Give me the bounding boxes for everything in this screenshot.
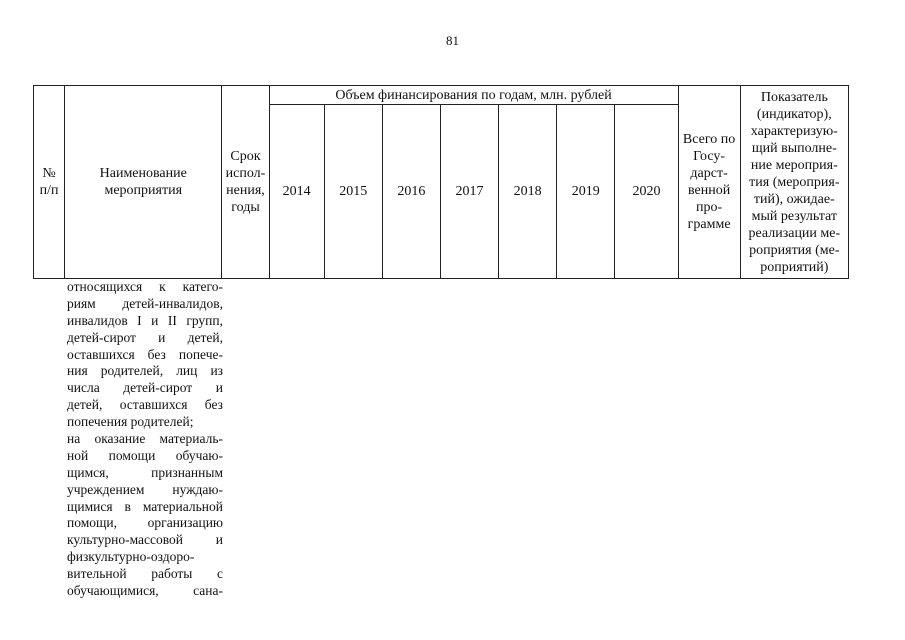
text-line: щимися в материальной bbox=[67, 498, 223, 514]
page-number: 81 bbox=[446, 33, 459, 48]
col-indicator-header: Показатель (индикатор), характеризую- щий выполне- ние мероприя- тия (мероприя- тий), ожидае- мый результат реализации ме- роприятия (ме- роприятий) bbox=[740, 86, 848, 279]
funding-header: Объем финансирования по годам, млн. рублей bbox=[269, 86, 678, 105]
text-line: ной помощи обучаю- bbox=[67, 447, 223, 463]
year-2016-header: 2016 bbox=[382, 105, 440, 279]
funding-table-header bbox=[33, 85, 849, 279]
year-2020-header: 2020 bbox=[615, 105, 678, 279]
year-2017-header: 2017 bbox=[440, 105, 498, 279]
text-line: риям детей-инвалидов, bbox=[67, 295, 223, 311]
col-term-header: Срок испол- нения, годы bbox=[222, 86, 269, 279]
text-line: инвалидов I и II групп, bbox=[67, 312, 223, 328]
activity-description-continued bbox=[67, 279, 223, 600]
year-2018-header: 2018 bbox=[499, 105, 557, 279]
text-line: физкультурно-оздоро- bbox=[67, 549, 195, 565]
text-line: учреждением нуждаю- bbox=[67, 481, 223, 497]
year-2019-header: 2019 bbox=[557, 105, 615, 279]
text-line: щимся, признанным bbox=[67, 464, 223, 480]
col-name-header: Наименование мероприятия bbox=[65, 86, 222, 279]
year-2014-header: 2014 bbox=[269, 105, 324, 279]
text-line: вительной работы с bbox=[67, 566, 223, 582]
col-total-header: Всего по Госу- дарст- венной про- грамме bbox=[678, 86, 740, 279]
text-line: оставшихся без попече- bbox=[67, 346, 223, 362]
year-2015-header: 2015 bbox=[324, 105, 382, 279]
text-line: помощи, организацию bbox=[67, 515, 223, 531]
text-line: детей, оставшихся без bbox=[67, 397, 223, 413]
text-line: культурно-массовой и bbox=[67, 532, 223, 548]
text-line: относящихся к катего- bbox=[67, 279, 223, 294]
text-line: на оказание материаль- bbox=[67, 431, 223, 447]
text-line: детей-сирот и детей, bbox=[67, 329, 223, 345]
text-line: обучающимися, сана- bbox=[67, 583, 223, 599]
text-line: попечения родителей; bbox=[67, 414, 194, 430]
col-number-header: № п/п bbox=[34, 86, 65, 279]
text-line: ния родителей, лиц из bbox=[67, 363, 223, 379]
text-line: числа детей-сирот и bbox=[67, 380, 223, 396]
